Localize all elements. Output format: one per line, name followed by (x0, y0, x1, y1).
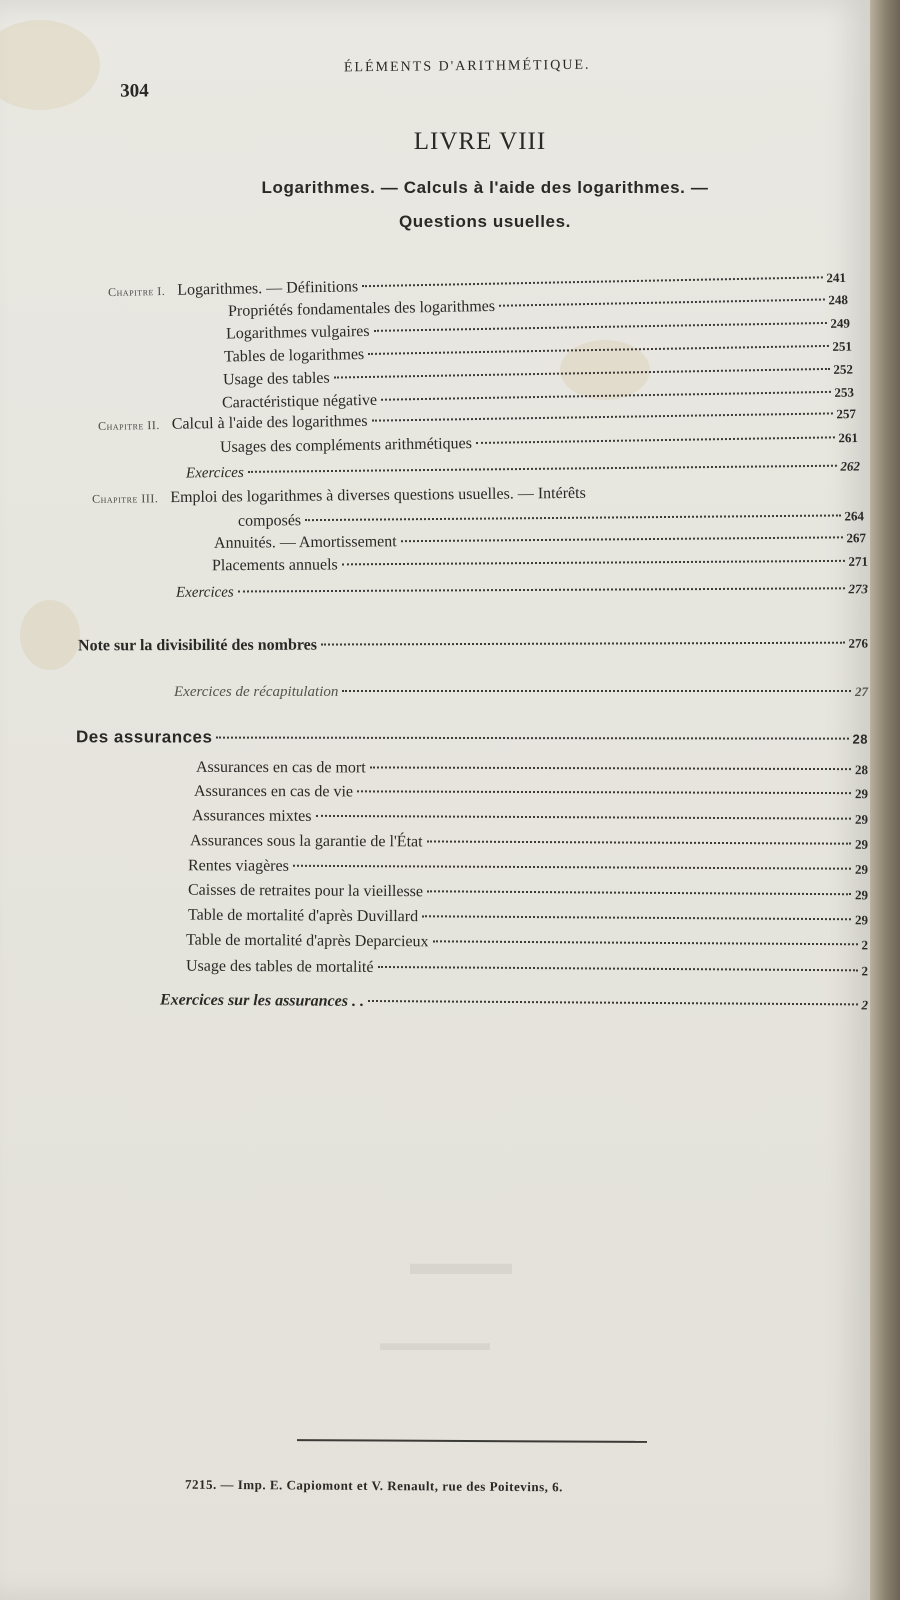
toc-entry (186, 932, 868, 955)
toc-entry (188, 882, 868, 905)
page-ref: 29 (854, 912, 869, 928)
toc-entry (188, 857, 868, 879)
entry-label: composés (237, 512, 302, 530)
footer-rule (297, 1439, 647, 1443)
page-ref: 253 (834, 384, 855, 400)
dot-leader (334, 368, 830, 379)
dot-leader (401, 536, 843, 542)
page-ref: 252 (833, 361, 854, 377)
entry-label: Assurances en cas de vie (193, 782, 354, 801)
entry-label: Des assurances (75, 727, 213, 747)
toc-entry (78, 635, 868, 656)
dot-leader (357, 790, 851, 794)
page-ref: 271 (848, 553, 869, 569)
running-title: ÉLÉMENTS D'ARITHMÉTIQUE. (343, 57, 591, 76)
entry-label: Caisses de retraites pour la vieillesse (187, 881, 424, 901)
toc-entry (212, 553, 868, 576)
toc-entry (176, 581, 868, 602)
page-ref: 29 (854, 786, 869, 802)
toc-entry (190, 832, 868, 854)
page-ref: 2 (861, 963, 869, 979)
page-ref: 2 (861, 997, 869, 1013)
entry-label: Assurances mixtes (191, 807, 312, 825)
page-ref: 29 (854, 861, 869, 877)
entry-label: Table de mortalité d'après Duvillard (187, 906, 419, 926)
toc-entry (92, 482, 844, 508)
page-ref: 257 (836, 406, 857, 422)
show-through-print: ▬▬▬ (410, 1245, 512, 1282)
toc-entry (196, 759, 868, 779)
dot-leader (368, 345, 828, 355)
page-ref: 241 (826, 269, 847, 286)
page-ref: 261 (838, 429, 859, 446)
page-ref: 264 (844, 508, 865, 524)
toc-entry (238, 507, 864, 530)
toc-entry (76, 727, 868, 748)
page-edge (870, 0, 900, 1600)
entry-label: Exercices (185, 464, 244, 482)
page-ref: 267 (846, 530, 867, 546)
entry-label: Calcul à l'aide des logarithmes (171, 412, 368, 433)
entry-label: Note sur la divisibilité des nombres (77, 636, 318, 655)
dot-leader (342, 560, 845, 566)
page-ref: 2 (861, 937, 869, 953)
entry-label: Usage des tables (222, 369, 330, 389)
entry-label: Usages des compléments arithmétiques (219, 435, 473, 457)
entry-label: Logarithmes. — Définitions (177, 278, 359, 299)
dot-leader (378, 966, 858, 971)
dot-leader (427, 890, 851, 895)
toc-entry (160, 992, 868, 1015)
dot-leader (422, 915, 851, 920)
page-ref: 262 (840, 458, 861, 474)
dot-leader (381, 391, 830, 401)
entry-label: Placements annuels (211, 556, 338, 575)
dot-leader (371, 412, 832, 421)
chapter-label: Chapitre II. (97, 417, 160, 433)
printer-colophon: 7215. — Imp. E. Capiomont et V. Renault, rue des Poitevins, 6. (184, 1476, 563, 1495)
page-ref: 249 (830, 315, 851, 331)
page-ref: 273 (848, 581, 869, 597)
chapter-label: Chapitre III. (91, 491, 159, 506)
page-ref: 29 (854, 811, 869, 827)
book-subtitle-line-2: Questions usuelles. (398, 212, 571, 231)
entry-label: Annuités. — Amortissement (213, 533, 397, 552)
dot-leader (374, 322, 827, 332)
dot-leader (362, 276, 822, 287)
entry-label: Exercices de récapitulation (174, 684, 339, 700)
dot-leader (248, 465, 837, 473)
chapter-label: Chapitre I. (107, 283, 166, 300)
dot-leader (433, 940, 858, 945)
show-through-print: ▬▬▬▬▬ (380, 1330, 490, 1355)
entry-label: Table de mortalité d'après Deparcieux (185, 931, 429, 951)
toc-entry (174, 684, 868, 701)
entry-label: Logarithmes vulgaires (225, 322, 370, 343)
entry-label: Propriétés fondamentales des logarithmes (227, 297, 496, 320)
entry-label: Exercices sur les assurances . . (159, 991, 365, 1010)
dot-leader (321, 642, 845, 646)
page-ref: 248 (828, 292, 849, 308)
entry-label: Emploi des logarithmes à diverses questions usuelles. — Intérêts (170, 484, 586, 507)
dot-leader (216, 737, 848, 740)
entry-label: Rentes viagères (187, 857, 289, 875)
toc-entry (186, 458, 860, 482)
toc-entry (214, 529, 866, 553)
entry-label: Tables de logarithmes (223, 346, 365, 366)
page-ref: 28 (854, 762, 869, 778)
book-title: LIVRE VIII (413, 128, 547, 155)
page-number: 304 (120, 80, 149, 102)
page-ref: 29 (854, 836, 869, 852)
dot-leader (305, 514, 840, 521)
page-ref: 29 (854, 887, 869, 903)
page-ref: 276 (848, 635, 869, 651)
page-ref: 28 (852, 731, 869, 747)
entry-label: Caractéristique négative (221, 391, 378, 412)
entry-label: Exercices (175, 584, 234, 601)
page-ref: 27 (855, 684, 868, 699)
dot-leader (293, 865, 851, 870)
entry-label: Assurances sous la garantie de l'État (189, 832, 423, 851)
dot-leader (316, 815, 851, 820)
dot-leader (238, 587, 845, 592)
dot-leader (499, 299, 824, 307)
toc-entry (192, 807, 868, 829)
dot-leader (476, 436, 835, 444)
entry-label: Assurances en cas de mort (195, 758, 366, 777)
dot-leader (342, 690, 851, 692)
dot-leader (368, 1000, 857, 1005)
toc-entry (186, 958, 868, 981)
page-ref: 251 (832, 338, 853, 354)
dot-leader (370, 766, 851, 770)
dot-leader (427, 840, 851, 844)
toc-entry (220, 429, 858, 457)
book-subtitle-line-1: Logarithmes. — Calculs à l'aide des logarithmes. — (261, 178, 709, 197)
entry-label: Usage des tables de mortalité (185, 957, 374, 976)
toc-entry (194, 783, 868, 803)
toc-entry (188, 907, 868, 930)
